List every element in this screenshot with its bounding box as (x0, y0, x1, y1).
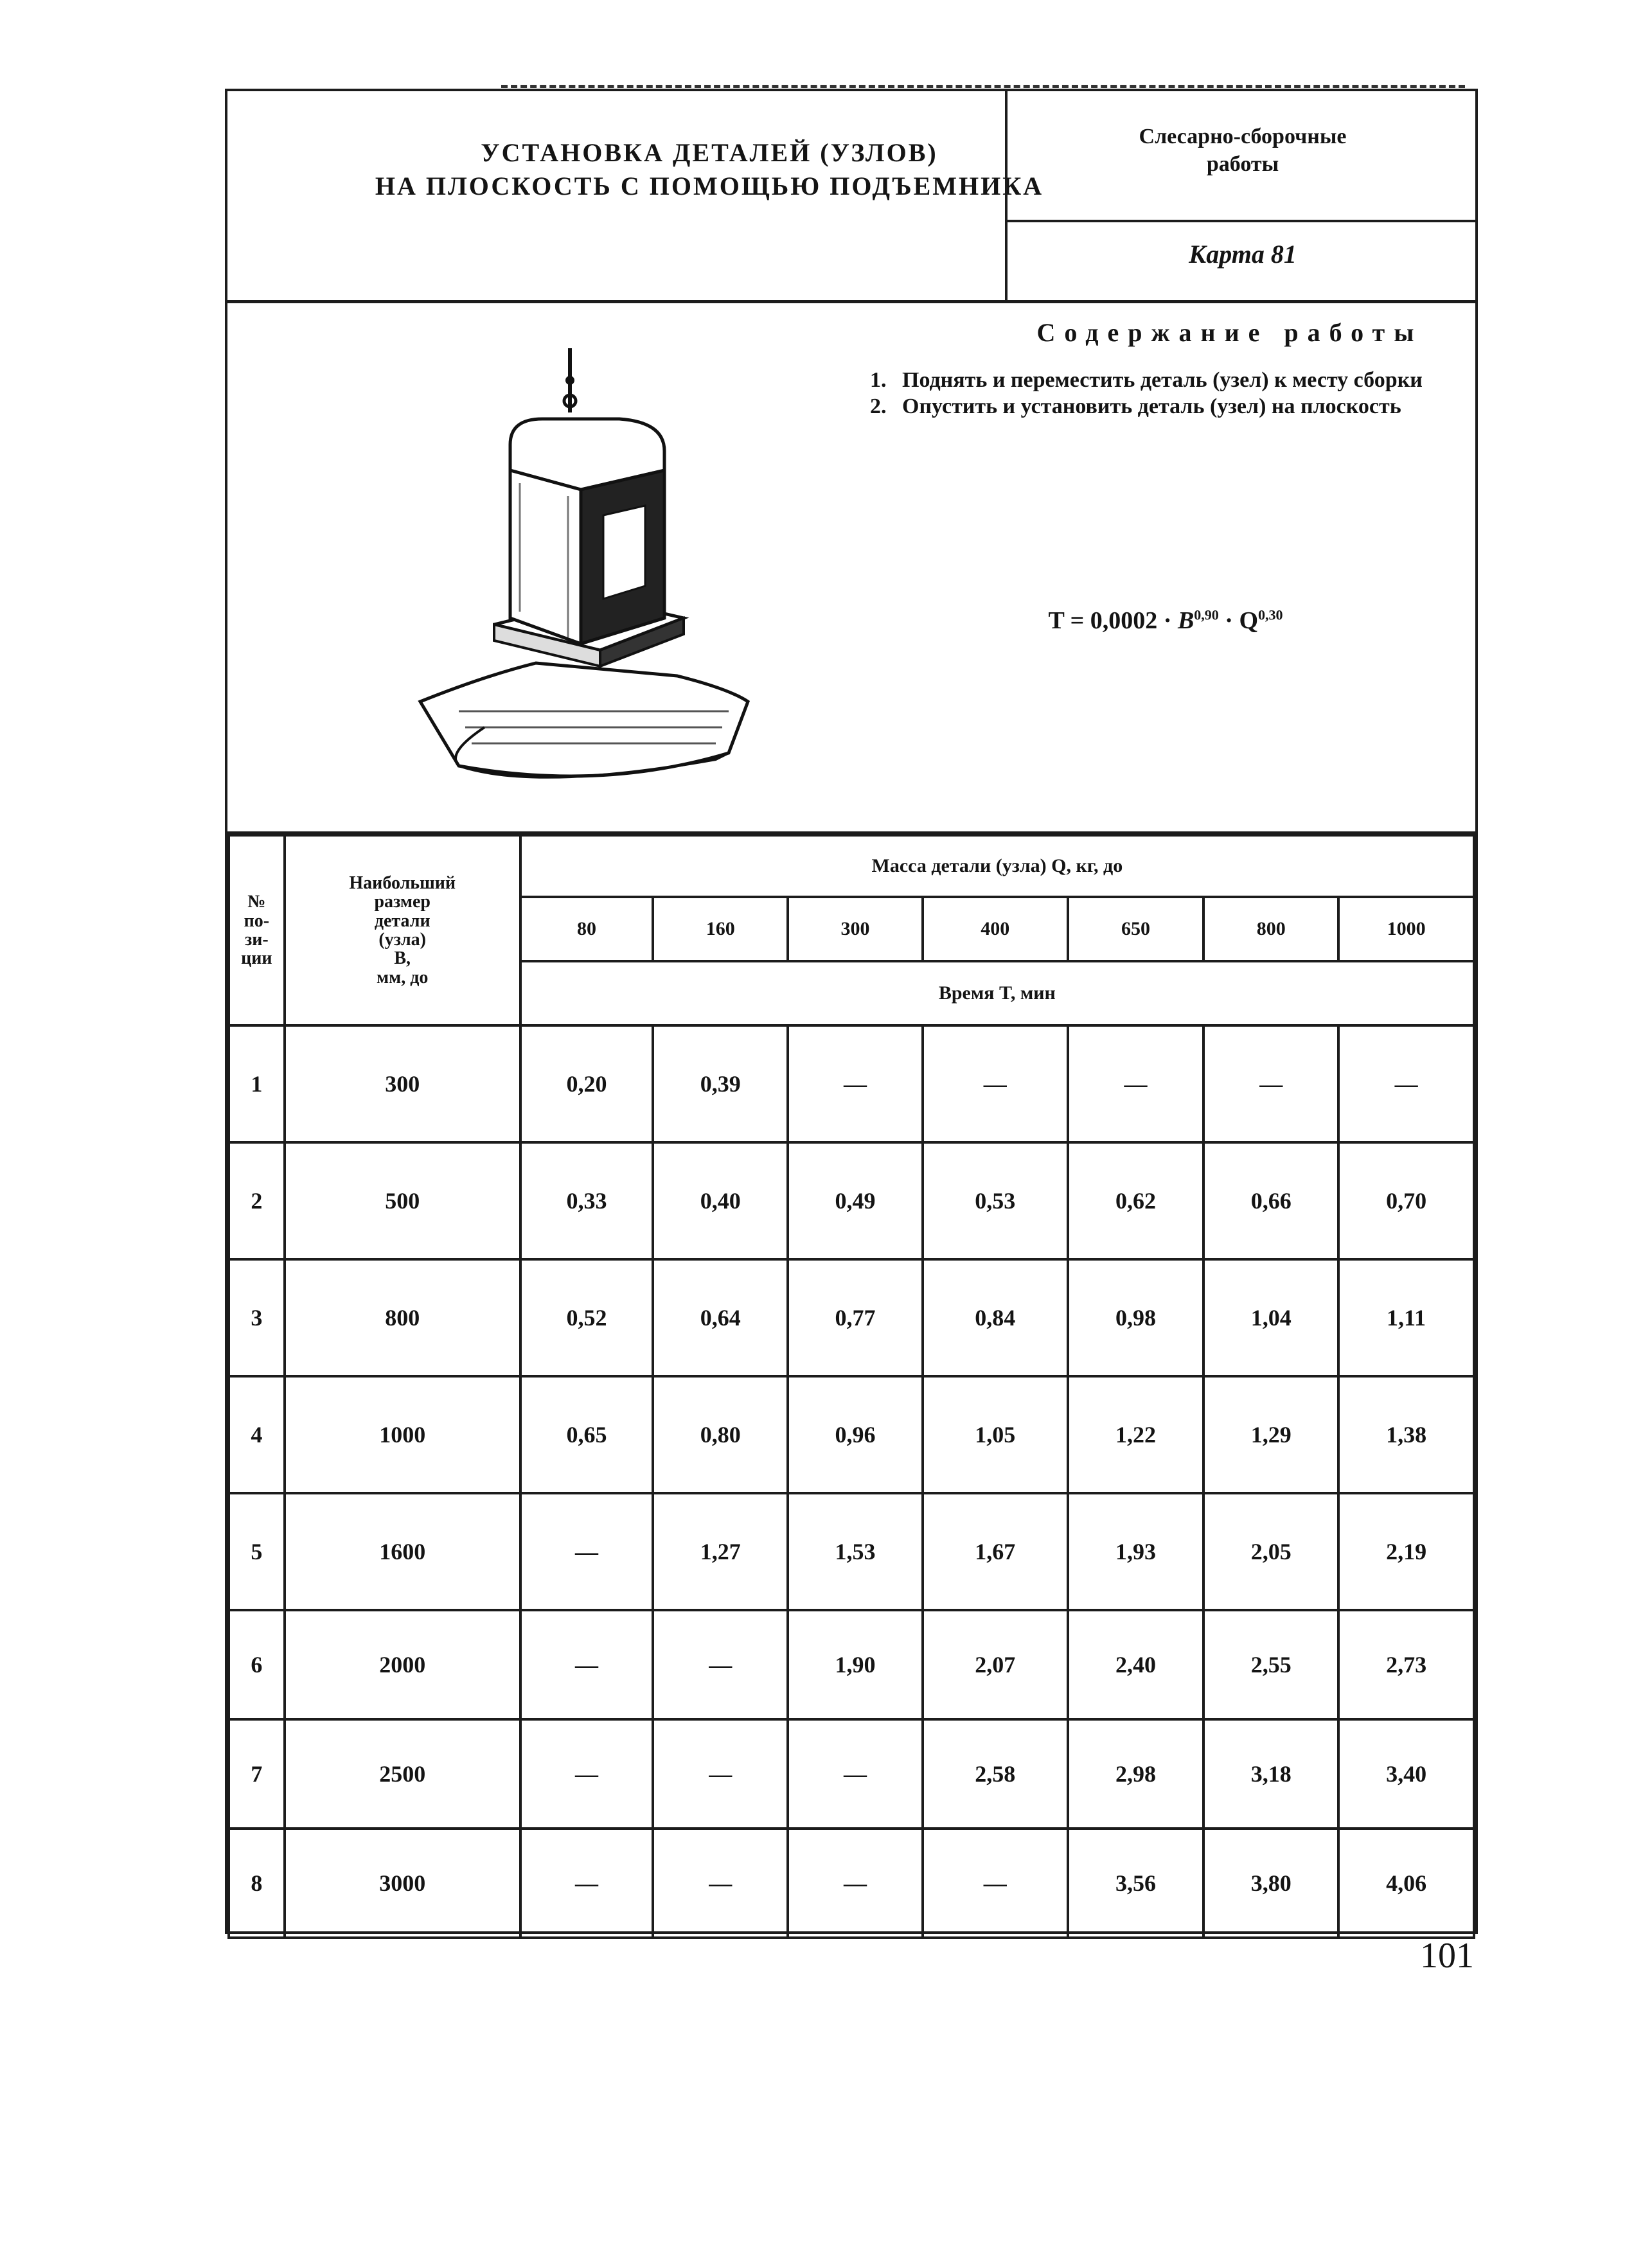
formula-separator: · (1218, 607, 1239, 634)
position-header-line: ции (241, 948, 272, 969)
card-number: Карта 81 (1189, 240, 1297, 269)
time-value-cell: 0,39 (653, 1025, 788, 1142)
table-row (229, 1142, 1474, 1259)
size-cell: 3000 (285, 1829, 520, 1938)
time-value-cell: — (520, 1493, 653, 1610)
position-header-line: по- (244, 910, 270, 931)
size-cell: 500 (285, 1142, 520, 1259)
position-cell: 5 (229, 1493, 285, 1610)
table-row (229, 1719, 1474, 1829)
time-value-cell: 0,33 (520, 1142, 653, 1259)
time-value-cell: 1,93 (1068, 1493, 1204, 1610)
size-cell: 800 (285, 1259, 520, 1376)
time-value-cell: 2,58 (923, 1719, 1068, 1829)
max-size-header (285, 835, 520, 1025)
time-value-cell: — (653, 1719, 788, 1829)
time-value-cell: 0,62 (1068, 1142, 1204, 1259)
mass-value-header: 800 (1203, 897, 1338, 961)
time-value-cell: 3,80 (1203, 1829, 1338, 1938)
time-value-cell: — (1203, 1025, 1338, 1142)
position-cell: 6 (229, 1610, 285, 1719)
time-value-cell: 0,80 (653, 1376, 788, 1493)
position-cell: 1 (229, 1025, 285, 1142)
size-header-line: (узла) (378, 930, 426, 950)
work-step (870, 368, 1468, 393)
time-value-cell: 4,06 (1338, 1829, 1474, 1938)
table-row (229, 1025, 1474, 1142)
position-header-line: зи- (244, 930, 269, 950)
time-value-cell: — (520, 1610, 653, 1719)
table-row (229, 1610, 1474, 1719)
time-value-cell: 2,98 (1068, 1719, 1204, 1829)
formula-q-exponent: 0,30 (1258, 607, 1283, 623)
time-value-cell: 2,19 (1338, 1493, 1474, 1610)
size-header-line: размер (374, 892, 431, 912)
table-row (229, 1376, 1474, 1493)
mass-group-header: Масса детали (узла) Q, кг, до (520, 835, 1474, 897)
time-value-cell: — (923, 1025, 1068, 1142)
position-cell: 8 (229, 1829, 285, 1938)
table-row (229, 1259, 1474, 1376)
time-value-cell: — (520, 1719, 653, 1829)
title-line-2: НА ПЛОСКОСТЬ С ПОМОЩЬЮ ПОДЪЕМНИКА (375, 172, 1044, 200)
time-value-cell: 0,70 (1338, 1142, 1474, 1259)
page-number: 101 (1420, 1936, 1474, 1976)
time-value-cell: 0,84 (923, 1259, 1068, 1376)
size-cell: 2500 (285, 1719, 520, 1829)
time-value-cell: — (788, 1829, 923, 1938)
header-divider (1005, 91, 1008, 301)
time-value-cell: 0,96 (788, 1376, 923, 1493)
time-value-cell: — (1338, 1025, 1474, 1142)
time-value-cell: — (520, 1829, 653, 1938)
position-cell: 7 (229, 1719, 285, 1829)
formula-b-symbol: B (1177, 607, 1194, 634)
time-value-cell: 1,04 (1203, 1259, 1338, 1376)
mass-value-header: 300 (788, 897, 923, 961)
size-header-line: Наибольший (349, 873, 456, 893)
card-frame (225, 89, 1478, 1934)
time-value-cell: 2,05 (1203, 1493, 1338, 1610)
work-type-line-2: работы (1206, 152, 1279, 176)
time-value-cell: 0,49 (788, 1142, 923, 1259)
time-value-cell: — (923, 1829, 1068, 1938)
size-cell: 1600 (285, 1493, 520, 1610)
time-value-cell: 1,11 (1338, 1259, 1474, 1376)
time-group-header: Время T, мин (520, 961, 1474, 1025)
time-value-cell: 1,27 (653, 1493, 788, 1610)
time-value-cell: 1,53 (788, 1493, 923, 1610)
time-value-cell: 1,22 (1068, 1376, 1204, 1493)
time-value-cell: 3,56 (1068, 1829, 1204, 1938)
table-row (229, 1493, 1474, 1610)
time-formula (973, 607, 1358, 635)
time-value-cell: — (653, 1829, 788, 1938)
time-value-cell: 0,53 (923, 1142, 1068, 1259)
size-header-line: В, (394, 948, 411, 969)
time-value-cell: — (788, 1719, 923, 1829)
time-value-cell: 0,64 (653, 1259, 788, 1376)
time-value-cell: 0,20 (520, 1025, 653, 1142)
content-heading: Содержание работы (1036, 318, 1423, 347)
time-value-cell: 3,40 (1338, 1719, 1474, 1829)
time-value-cell: 1,67 (923, 1493, 1068, 1610)
time-value-cell: 2,40 (1068, 1610, 1204, 1719)
time-value-cell: 1,38 (1338, 1376, 1474, 1493)
step-text: Поднять и переместить деталь (узел) к месту сборки (902, 368, 1423, 392)
size-cell: 1000 (285, 1376, 520, 1493)
size-cell: 2000 (285, 1610, 520, 1719)
mass-value-header: 650 (1068, 897, 1204, 961)
time-value-cell: 2,07 (923, 1610, 1068, 1719)
card-header (227, 91, 1475, 303)
work-steps (870, 368, 1468, 420)
position-cell: 4 (229, 1376, 285, 1493)
position-number-header (229, 835, 285, 1025)
mass-value-header: 160 (653, 897, 788, 961)
step-number: 1. (870, 368, 887, 392)
position-cell: 3 (229, 1259, 285, 1376)
part-on-hoist-illustration (407, 342, 767, 804)
time-value-cell: — (1068, 1025, 1204, 1142)
time-value-cell: — (788, 1025, 923, 1142)
time-value-cell: 0,66 (1203, 1142, 1338, 1259)
time-value-cell: 0,40 (653, 1142, 788, 1259)
work-type (1008, 123, 1478, 178)
formula-prefix: T = 0,0002 · (1048, 607, 1178, 634)
time-value-cell: 2,73 (1338, 1610, 1474, 1719)
size-header-line: детали (374, 910, 431, 931)
formula-q-symbol: Q (1239, 607, 1259, 634)
work-content-section (227, 303, 1475, 834)
time-value-cell: 0,52 (520, 1259, 653, 1376)
time-value-cell: 0,98 (1068, 1259, 1204, 1376)
step-text: Опустить и установить деталь (узел) на плоскость (902, 394, 1401, 419)
work-step (870, 394, 1468, 419)
time-value-cell: 2,55 (1203, 1610, 1338, 1719)
size-cell: 300 (285, 1025, 520, 1142)
size-header-line: мм, до (377, 967, 429, 988)
time-value-cell: 1,05 (923, 1376, 1068, 1493)
time-value-cell: — (653, 1610, 788, 1719)
time-norms-table (227, 834, 1475, 1939)
time-value-cell: 0,65 (520, 1376, 653, 1493)
mass-value-header: 80 (520, 897, 653, 961)
time-value-cell: 0,77 (788, 1259, 923, 1376)
position-header-line: № (247, 892, 266, 912)
mass-value-header: 400 (923, 897, 1068, 961)
mass-value-header: 1000 (1338, 897, 1474, 961)
time-value-cell: 1,29 (1203, 1376, 1338, 1493)
work-type-line-1: Слесарно-сборочные (1139, 125, 1347, 148)
time-value-cell: 3,18 (1203, 1719, 1338, 1829)
work-type-separator (1008, 220, 1478, 222)
table-row (229, 1829, 1474, 1938)
formula-b-exponent: 0,90 (1194, 607, 1219, 623)
position-cell: 2 (229, 1142, 285, 1259)
time-value-cell: 1,90 (788, 1610, 923, 1719)
title-line-1: УСТАНОВКА ДЕТАЛЕЙ (УЗЛОВ) (481, 138, 938, 167)
step-number: 2. (870, 394, 887, 419)
